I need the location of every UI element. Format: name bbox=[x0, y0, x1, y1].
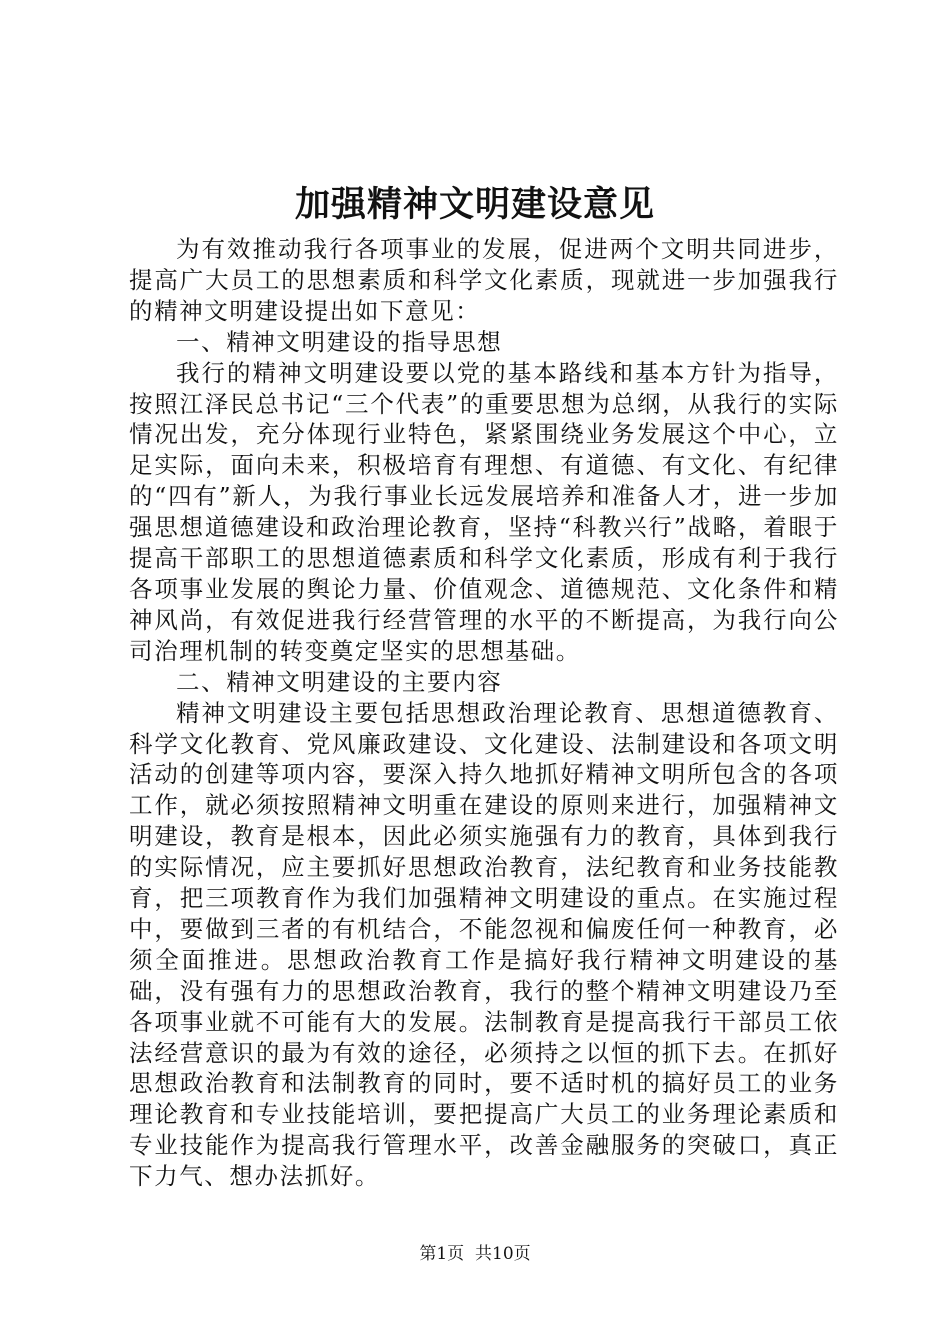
section-heading-2: 二、精神文明建设的主要内容 bbox=[176, 667, 503, 696]
page-total: 共10页 bbox=[475, 1244, 531, 1264]
section-heading-1: 一、精神文明建设的指导思想 bbox=[176, 327, 503, 356]
page-footer bbox=[0, 1242, 950, 1266]
document-title: 加强精神文明建设意见 bbox=[294, 184, 655, 225]
intro-paragraph: 为有效推动我行各项事业的发展，促进两个文明共同进步，提高广大员工的思想素质和科学文化素质，现就进一步加强我行的精神文明建设提出如下意见： bbox=[129, 235, 839, 325]
section-1-paragraph: 我行的精神文明建设要以党的基本路线和基本方针为指导，按照江泽民总书记“三个代表”的重要思想为总纲，从我行的实际情况出发，充分体现行业特色，紧紧围绕业务发展这个中心，立足实际，面向未来，积极培育有理想、有道德、有文化、有纪律的“四有”新人，为我行事业长远发展培养和准备人才，进一步加强思想道德建设和政治理论教育，坚持“科教兴行”战略，着眼于提高干部职工的思想道德素质和科学文化素质，形成有利于我行各项事业发展的舆论力量、价值观念、道德规范、文化条件和精神风尚，有效促进我行经营管理的水平的不断提高，为我行向公司治理机制的转变奠定坚实的思想基础。 bbox=[129, 358, 839, 665]
page-number: 第1页 bbox=[419, 1244, 465, 1264]
document-body bbox=[129, 234, 839, 1192]
section-2-paragraph: 精神文明建设主要包括思想政治理论教育、思想道德教育、科学文化教育、党风廉政建设、文化建设、法制建设和各项文明活动的创建等项内容，要深入持久地抓好精神文明所包含的各项工作，就必须按照精神文明重在建设的原则来进行，加强精神文明建设，教育是根本，因此必须实施强有力的教育，具体到我行的实际情况，应主要抓好思想政治教育，法纪教育和业务技能教育，把三项教育作为我们加强精神文明建设的重点。在实施过程中，要做到三者的有机结合，不能忽视和偏废任何一种教育，必须全面推进。思想政治教育工作是搞好我行精神文明建设的基础，没有强有力的思想政治教育，我行的整个精神文明建设乃至各项事业就不可能有大的发展。法制教育是提高我行干部员工依法经营意识的最为有效的途径，必须持之以恒的抓下去。在抓好思想政治教育和法制教育的同时，要不适时机的搞好员工的业务理论教育和专业技能培训，要把提高广大员工的业务理论素质和专业技能作为提高我行管理水平，改善金融服务的突破口，真正下力气、想办法抓好。 bbox=[129, 698, 839, 1191]
footer-spacer bbox=[464, 1244, 475, 1264]
